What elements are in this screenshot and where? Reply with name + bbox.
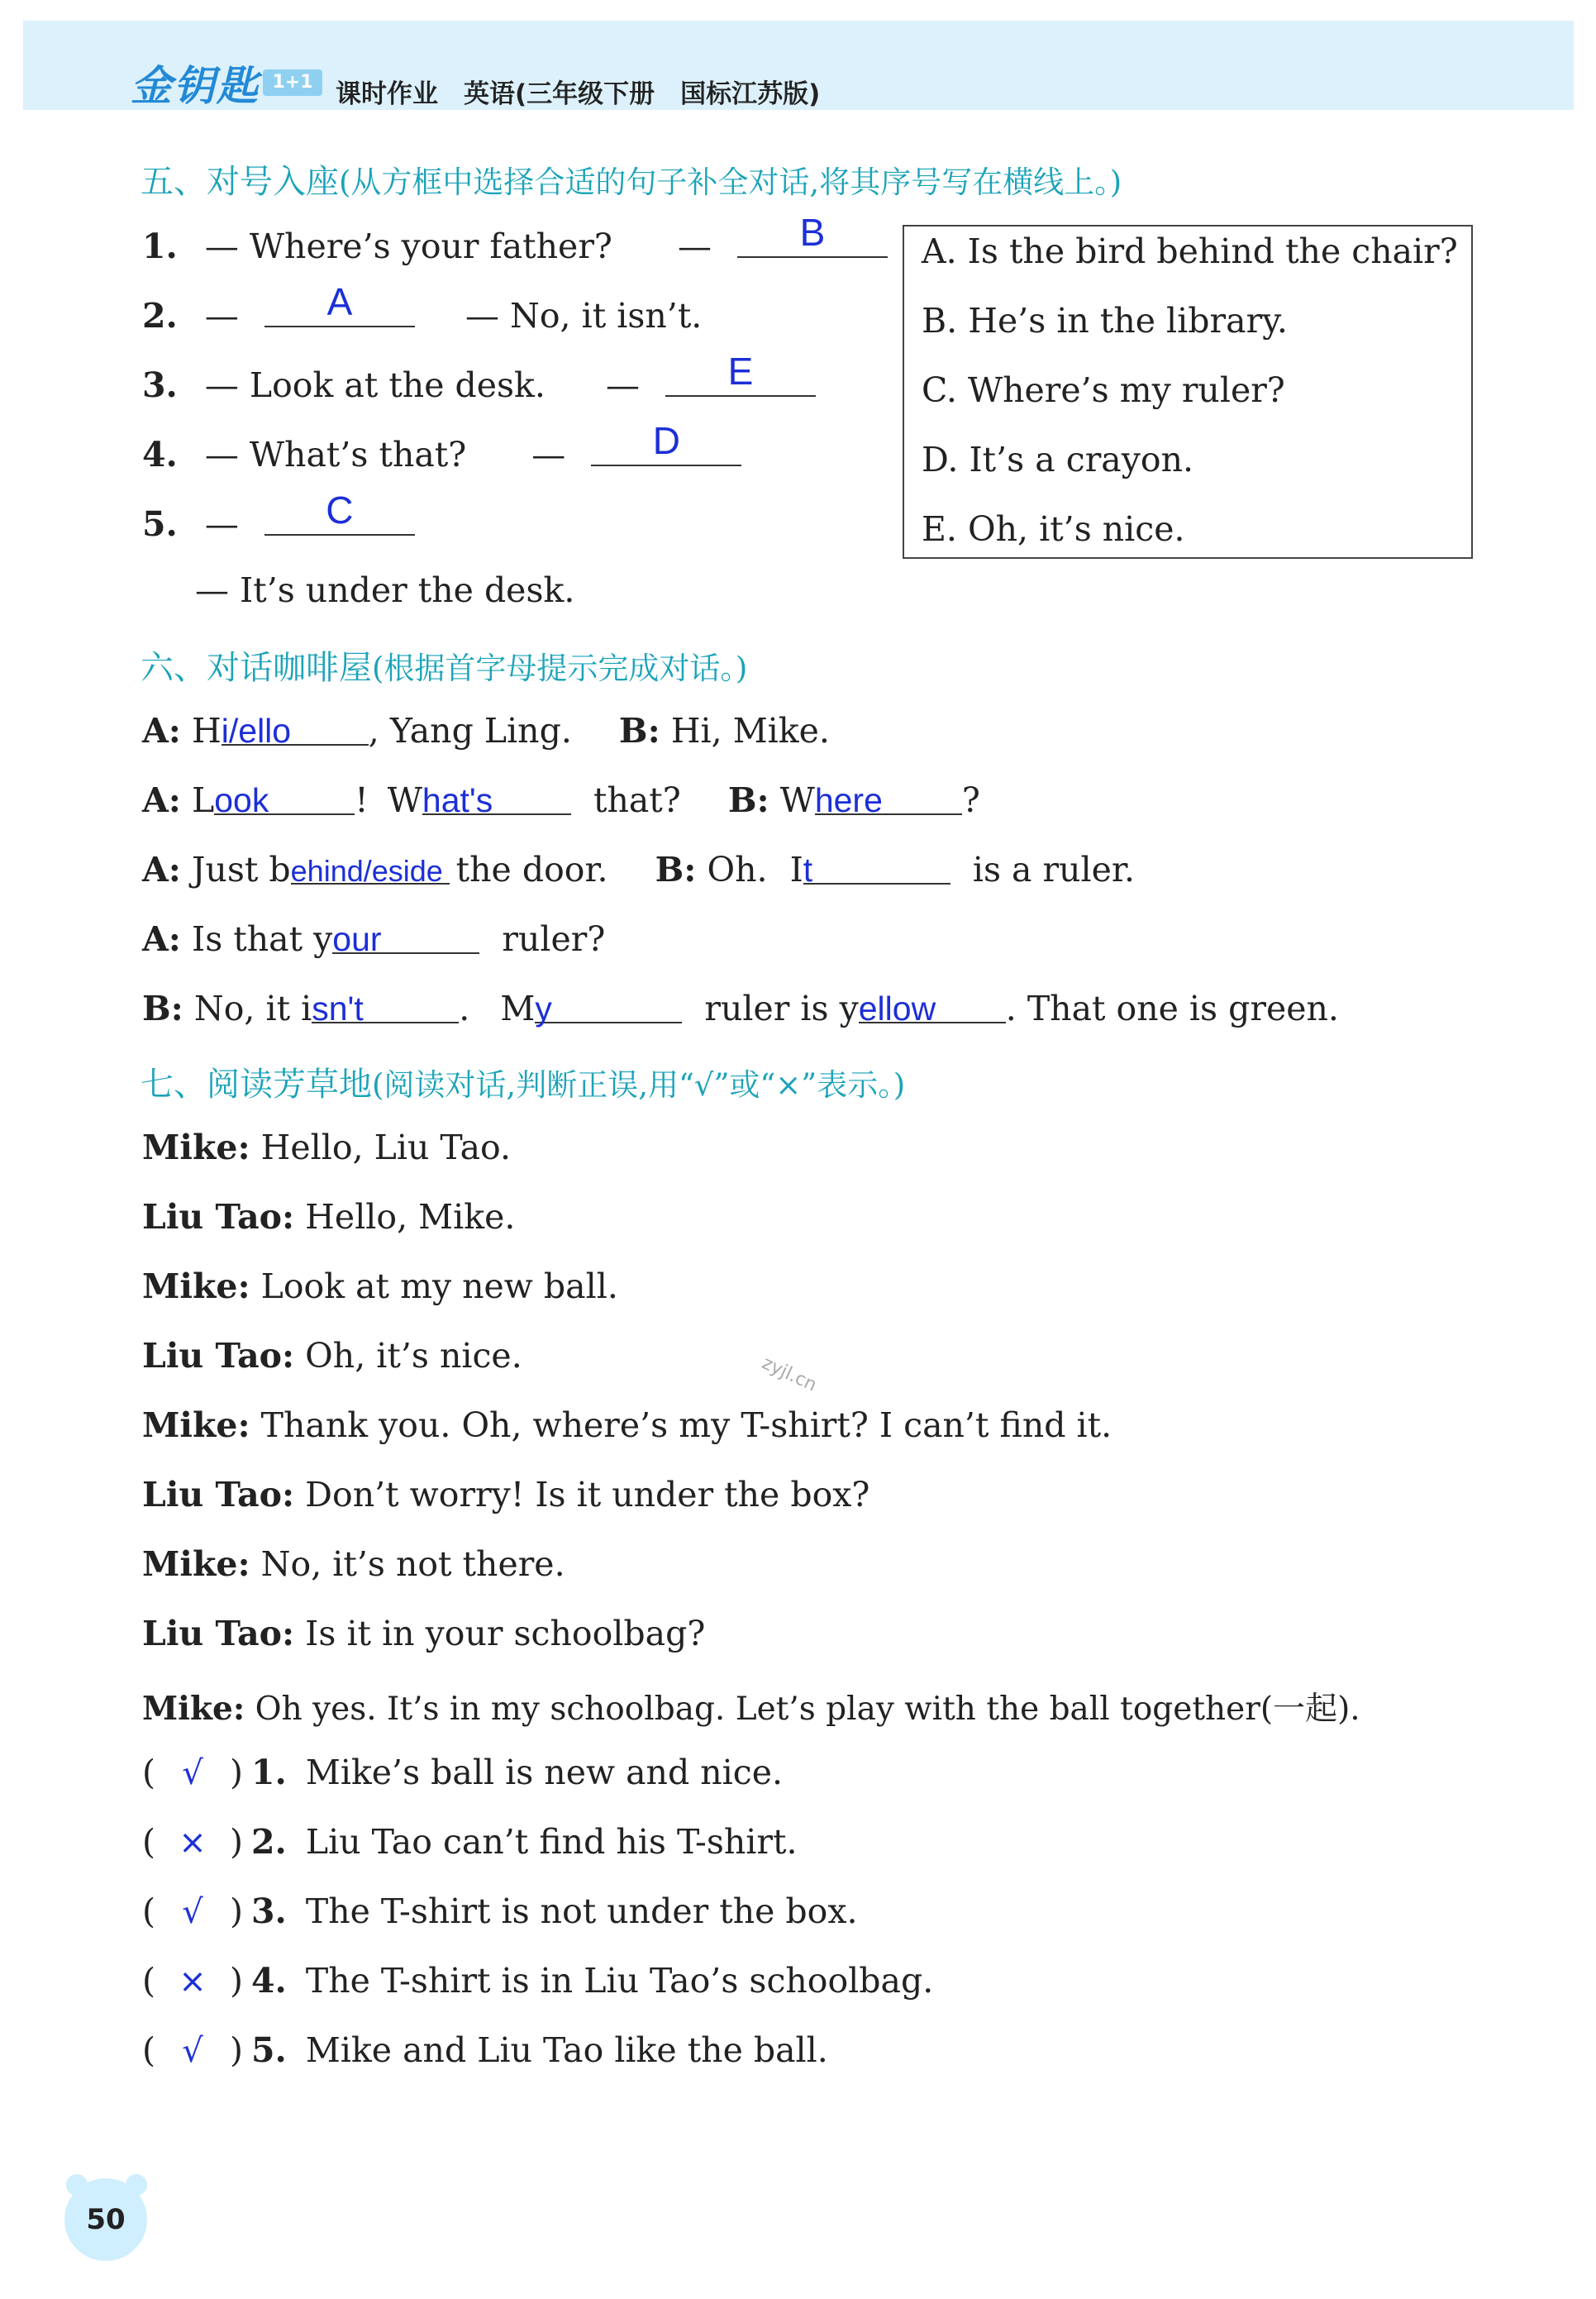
item-dash: —: [204, 296, 239, 336]
answer-text: sn't: [312, 990, 364, 1028]
answer-mark[interactable]: ×: [179, 1824, 207, 1862]
answer-text: t: [803, 851, 813, 889]
hint-letter: L: [192, 780, 215, 820]
item-dash: —: [531, 435, 566, 475]
item-number: 2.: [251, 1822, 287, 1862]
hint-letter: W: [387, 780, 422, 820]
option-c: C. Where’s my ruler?: [922, 370, 1285, 410]
section6-title-text: 六、对话咖啡屋: [141, 649, 372, 687]
dialogue-text: Oh, it’s nice.: [305, 1336, 522, 1376]
section6-title: [141, 642, 747, 689]
answer-mark[interactable]: √: [182, 2032, 203, 2070]
item-prompt: — Look at the desk.: [204, 365, 545, 405]
answer-mark[interactable]: ×: [179, 1963, 207, 2001]
section7-title: [141, 1058, 905, 1105]
s6-line-3: [142, 850, 1135, 890]
item-number: 1.: [251, 1753, 287, 1792]
dialogue-line: [142, 1475, 869, 1514]
header-subtitle: 课时作业 英语(三年级下册 国标江苏版): [336, 79, 821, 109]
dialogue-text: Look at my new ball.: [260, 1266, 618, 1306]
answer-text: D: [652, 419, 680, 462]
item-number: 3.: [142, 365, 178, 405]
answer-text: C: [326, 489, 354, 532]
s6-line-5: [142, 989, 1339, 1028]
s5-item-4: [142, 419, 741, 475]
item-number: 5.: [251, 2030, 287, 2070]
statement-text: Mike and Liu Tao like the ball.: [305, 2030, 828, 2070]
dialogue-line: [142, 1197, 515, 1237]
dialogue-text: Hello, Liu Tao.: [260, 1128, 512, 1167]
item-number: 2.: [142, 296, 178, 336]
judgement-item: ( √ ) 3. The T-shirt is not under the box.: [142, 1891, 858, 1931]
dialogue-line: [142, 1266, 618, 1306]
option-b: B. He’s in the library.: [922, 301, 1288, 341]
speaker-label: B:: [142, 989, 183, 1028]
judgement-item: ( √ ) 5. Mike and Liu Tao like the ball.: [142, 2030, 828, 2070]
item-number: 1.: [142, 227, 178, 266]
answer-blank[interactable]: [535, 989, 682, 1028]
dialogue-text: Don’t worry! Is it under the box?: [305, 1475, 870, 1514]
statement-text: Liu Tao can’t find his T-shirt.: [305, 1822, 798, 1862]
answer-blank[interactable]: [814, 780, 962, 819]
answer-blank[interactable]: [264, 489, 415, 536]
s5-item-2: [142, 280, 703, 336]
speaker-label: A:: [142, 850, 181, 890]
answer-mark[interactable]: √: [182, 1893, 203, 1931]
dialogue-text: is a ruler.: [972, 850, 1135, 890]
statement-text: The T-shirt is not under the box.: [305, 1891, 858, 1931]
answer-blank[interactable]: [858, 989, 1006, 1028]
section7-note: (阅读对话,判断正误,用“√”或“×”表示。): [372, 1067, 906, 1103]
item-prompt: — Where’s your father?: [204, 227, 612, 266]
answer-text: ook: [214, 781, 269, 819]
s6-line-4: [142, 919, 605, 959]
item-number: 4.: [251, 1961, 287, 2001]
answer-text: here: [814, 781, 883, 819]
speaker-label: B:: [655, 850, 697, 890]
statement-text: Mike’s ball is new and nice.: [305, 1753, 784, 1792]
answer-blank[interactable]: [264, 280, 415, 327]
judgement-item: ( √ ) 1. Mike’s ball is new and nice.: [142, 1753, 784, 1792]
dialogue-text: Is it in your schoolbag?: [305, 1614, 706, 1653]
dialogue-text: Just: [192, 850, 259, 890]
dialogue-text: Is that: [192, 919, 303, 959]
answer-blank[interactable]: [290, 850, 450, 888]
dialogue-text: Thank you. Oh, where’s my T-shirt? I can’t find it.: [260, 1405, 1112, 1445]
speaker-label: Mike:: [142, 1690, 245, 1728]
option-e: E. Oh, it’s nice.: [922, 509, 1185, 549]
dialogue-text: ruler?: [502, 919, 606, 959]
answer-blank[interactable]: [737, 211, 888, 258]
page-number: 50: [64, 2178, 147, 2261]
dialogue-text: , Yang Ling.: [368, 711, 572, 751]
dialogue-text: . That one is green.: [1005, 989, 1339, 1028]
item-prompt: — What’s that?: [204, 435, 467, 475]
answer-blank[interactable]: [221, 711, 369, 750]
section5-title-text: 五、对号入座: [141, 163, 339, 201]
speaker-label: B:: [618, 711, 660, 751]
dialogue-text: ?: [961, 780, 980, 820]
hint-letter: i: [301, 989, 312, 1028]
answer-text: our: [332, 920, 382, 958]
answer-text: i/ello: [221, 712, 292, 750]
answer-blank[interactable]: [591, 419, 741, 466]
judgement-item: ( × ) 2. Liu Tao can’t find his T-shirt.: [142, 1822, 798, 1862]
answer-text: A: [326, 280, 353, 323]
dialogue-line: [142, 1128, 511, 1167]
section5-title: [141, 155, 1122, 203]
speaker-label: Liu Tao:: [142, 1336, 295, 1376]
speaker-label: Mike:: [142, 1266, 250, 1306]
hint-letter: W: [779, 780, 815, 820]
brand-tag: 1+1: [263, 69, 322, 96]
hint-letter: y: [839, 989, 859, 1028]
speaker-label: B:: [727, 780, 769, 820]
answer-mark[interactable]: √: [182, 1754, 203, 1792]
speaker-label: Liu Tao:: [142, 1197, 295, 1237]
hint-letter: M: [500, 989, 536, 1028]
dialogue-text: .: [459, 989, 470, 1028]
s5-item-3: [142, 350, 816, 405]
hint-letter: I: [789, 850, 803, 890]
item-dash: —: [677, 227, 712, 266]
section5-note: (从方框中选择合适的句子补全对话,将其序号写在横线上。): [339, 165, 1122, 200]
speaker-label: A:: [142, 919, 181, 959]
s6-line-1: [142, 711, 830, 751]
item-number: 3.: [251, 1891, 287, 1931]
item-number: 4.: [142, 435, 178, 475]
section6-note: (根据首字母提示完成对话。): [372, 651, 748, 686]
hint-letter: b: [269, 850, 291, 890]
speaker-label: Mike:: [142, 1405, 250, 1445]
s5-item-5-reply: — It’s under the desk.: [195, 570, 575, 610]
watermark: zyjl.cn: [758, 1352, 820, 1396]
dialogue-text: Hello, Mike.: [305, 1197, 516, 1237]
dialogue-line: [142, 1544, 565, 1584]
item-number: 5.: [142, 504, 178, 544]
answer-text: E: [727, 350, 754, 393]
speaker-label: A:: [142, 780, 181, 820]
dialogue-line: [142, 1405, 1112, 1445]
answer-text: ellow: [858, 990, 936, 1028]
brand-logo: 金钥匙: [131, 62, 260, 110]
dialogue-text: !: [355, 780, 369, 820]
dialogue-text: ruler is: [704, 989, 829, 1028]
item-dash: —: [204, 504, 239, 544]
s5-item-1: [142, 211, 888, 266]
s5-item-5: [142, 489, 415, 544]
answer-blank[interactable]: [332, 919, 479, 958]
answer-blank[interactable]: [803, 850, 950, 889]
dialogue-text: No, it’s not there.: [260, 1544, 565, 1584]
dialogue-line: [142, 1336, 522, 1376]
speaker-label: Mike:: [142, 1128, 250, 1167]
option-a: A. Is the bird behind the chair?: [922, 231, 1458, 271]
dialogue-line: [142, 1683, 1360, 1729]
item-reply: — No, it isn’t.: [465, 296, 703, 336]
answer-blank[interactable]: [422, 780, 571, 819]
dialogue-line: [142, 1614, 705, 1653]
dialogue-text: Hi, Mike.: [670, 711, 830, 751]
judgement-item: ( × ) 4. The T-shirt is in Liu Tao’s schoolbag.: [142, 1961, 934, 2001]
speaker-label: A:: [142, 711, 181, 751]
item-dash: —: [605, 365, 640, 405]
answer-blank[interactable]: [665, 350, 816, 397]
answer-text: y: [535, 990, 552, 1028]
answer-blank[interactable]: [312, 989, 459, 1028]
section7-title-text: 七、阅读芳草地: [141, 1066, 372, 1104]
dialogue-text: the door.: [455, 850, 608, 890]
speaker-label: Liu Tao:: [142, 1614, 295, 1653]
option-d: D. It’s a crayon.: [922, 440, 1194, 479]
answer-text: hat's: [422, 781, 493, 819]
statement-text: The T-shirt is in Liu Tao’s schoolbag.: [305, 1961, 934, 2001]
answer-text: B: [799, 211, 826, 254]
speaker-label: Mike:: [142, 1544, 250, 1584]
speaker-label: Liu Tao:: [142, 1475, 295, 1514]
hint-letter: H: [192, 711, 222, 751]
answer-blank[interactable]: [214, 780, 355, 819]
hint-letter: y: [313, 919, 333, 959]
dialogue-text: that?: [593, 780, 681, 820]
dialogue-text: Oh.: [707, 850, 768, 890]
s6-line-2: [142, 780, 980, 820]
answer-text: ehind/eside: [290, 854, 443, 888]
dialogue-text: Oh yes. It’s in my schoolbag. Let’s play with the ball together(一起).: [255, 1691, 1360, 1728]
dialogue-text: No, it: [193, 989, 291, 1028]
